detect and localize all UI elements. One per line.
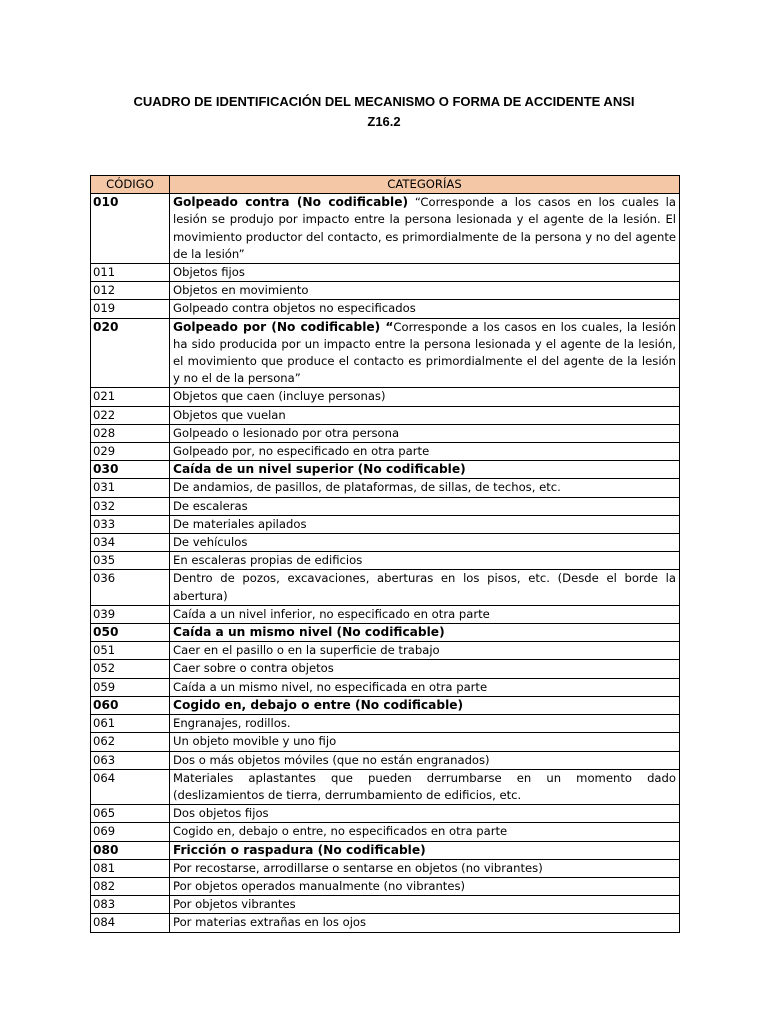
row-category <box>170 318 680 388</box>
row-category: Cogido en, debajo o entre (No codificable) <box>170 696 680 714</box>
row-code: 033 <box>91 515 170 533</box>
row-category <box>170 194 680 264</box>
row-code: 030 <box>91 461 170 479</box>
row-category: Materiales aplastantes que pueden derrumbarse en un momento dado (deslizamientos de tierra, derrumbamiento de edificios, etc. <box>170 769 680 804</box>
row-category: Engranajes, rodillos. <box>170 715 680 733</box>
row-code: 065 <box>91 805 170 823</box>
table-row <box>91 733 680 751</box>
row-category: Caer en el pasillo o en la superficie de trabajo <box>170 642 680 660</box>
table-row <box>91 570 680 605</box>
table-row <box>91 678 680 696</box>
row-code: 010 <box>91 194 170 264</box>
row-code: 032 <box>91 497 170 515</box>
row-category: Objetos en movimiento <box>170 282 680 300</box>
row-category: De andamios, de pasillos, de plataformas, de sillas, de techos, etc. <box>170 479 680 497</box>
table-row <box>91 877 680 895</box>
row-category-heading: Golpeado contra (No codificable) <box>173 195 409 210</box>
row-category: Por materias extrañas en los ojos <box>170 914 680 932</box>
table-row <box>91 841 680 859</box>
row-code: 081 <box>91 859 170 877</box>
row-category: Por objetos vibrantes <box>170 896 680 914</box>
table-row <box>91 660 680 678</box>
row-code: 029 <box>91 443 170 461</box>
header-code: CÓDIGO <box>91 176 170 194</box>
table-row <box>91 696 680 714</box>
table-body <box>91 194 680 932</box>
table-row <box>91 461 680 479</box>
table-row <box>91 715 680 733</box>
table-row <box>91 823 680 841</box>
row-code: 063 <box>91 751 170 769</box>
row-code: 060 <box>91 696 170 714</box>
row-code: 011 <box>91 264 170 282</box>
table-row <box>91 497 680 515</box>
row-code: 069 <box>91 823 170 841</box>
table-row <box>91 194 680 264</box>
row-code: 039 <box>91 605 170 623</box>
row-category-heading: Golpeado por (No codificable) “ <box>173 319 394 334</box>
table-row <box>91 479 680 497</box>
row-category: Cogido en, debajo o entre, no especificados en otra parte <box>170 823 680 841</box>
row-code: 019 <box>91 300 170 318</box>
row-code: 036 <box>91 570 170 605</box>
row-category: En escaleras propias de edificios <box>170 552 680 570</box>
table-row <box>91 859 680 877</box>
table-row <box>91 751 680 769</box>
table-row <box>91 642 680 660</box>
row-code: 035 <box>91 552 170 570</box>
row-category: Objetos que vuelan <box>170 406 680 424</box>
row-code: 082 <box>91 877 170 895</box>
header-category: CATEGORÍAS <box>170 176 680 194</box>
document-title <box>90 92 678 132</box>
table-row <box>91 896 680 914</box>
row-code: 064 <box>91 769 170 804</box>
row-code: 059 <box>91 678 170 696</box>
row-category: Por recostarse, arrodillarse o sentarse en objetos (no vibrantes) <box>170 859 680 877</box>
table-row <box>91 424 680 442</box>
row-category: Caída de un nivel superior (No codificable) <box>170 461 680 479</box>
row-code: 061 <box>91 715 170 733</box>
row-category: Dos objetos fijos <box>170 805 680 823</box>
row-code: 020 <box>91 318 170 388</box>
table-row <box>91 769 680 804</box>
row-category: Dentro de pozos, excavaciones, aberturas en los pisos, etc. (Desde el borde la abertura) <box>170 570 680 605</box>
row-code: 083 <box>91 896 170 914</box>
table-row <box>91 515 680 533</box>
row-category: Caer sobre o contra objetos <box>170 660 680 678</box>
table-row <box>91 264 680 282</box>
table-row <box>91 318 680 388</box>
row-category: De materiales apilados <box>170 515 680 533</box>
table-row <box>91 300 680 318</box>
row-code: 084 <box>91 914 170 932</box>
row-category: Caída a un nivel inferior, no especificado en otra parte <box>170 605 680 623</box>
row-category-description: “Corresponde a los casos en los cuales la lesión se produjo por impacto entre la persona lesionada y el agente de la lesión. El movimiento productor del contacto, es primordialmente de la persona y no del agente de la lesión” <box>173 195 676 261</box>
table-row <box>91 914 680 932</box>
row-code: 050 <box>91 624 170 642</box>
row-code: 080 <box>91 841 170 859</box>
row-code: 021 <box>91 388 170 406</box>
table-row <box>91 406 680 424</box>
row-code: 028 <box>91 424 170 442</box>
table-row <box>91 624 680 642</box>
row-category: Un objeto movible y uno fijo <box>170 733 680 751</box>
title-line-1: CUADRO DE IDENTIFICACIÓN DEL MECANISMO O FORMA DE ACCIDENTE ANSI <box>133 94 635 109</box>
row-category: De escaleras <box>170 497 680 515</box>
row-category: Dos o más objetos móviles (que no están engranados) <box>170 751 680 769</box>
row-code: 022 <box>91 406 170 424</box>
table-row <box>91 443 680 461</box>
row-category: Golpeado o lesionado por otra persona <box>170 424 680 442</box>
table-row <box>91 805 680 823</box>
row-code: 012 <box>91 282 170 300</box>
table-row <box>91 388 680 406</box>
row-category: Objetos fijos <box>170 264 680 282</box>
row-code: 062 <box>91 733 170 751</box>
row-code: 034 <box>91 534 170 552</box>
row-category: Por objetos operados manualmente (no vibrantes) <box>170 877 680 895</box>
title-line-2: Z16.2 <box>367 114 401 129</box>
table-row <box>91 552 680 570</box>
row-category: Caída a un mismo nivel (No codificable) <box>170 624 680 642</box>
row-category: De vehículos <box>170 534 680 552</box>
table-header-row <box>91 176 680 194</box>
row-code: 051 <box>91 642 170 660</box>
row-category: Golpeado por, no especificado en otra parte <box>170 443 680 461</box>
accident-mechanism-table <box>90 175 680 933</box>
row-category-description: Corresponde a los casos en los cuales, la lesión ha sido producida por un impacto entre la persona lesionada y el agente de la lesión, el movimiento que produce el contacto es primordialmente el del agente de la lesión y no el de la persona” <box>173 319 676 386</box>
table-row <box>91 605 680 623</box>
row-category: Caída a un mismo nivel, no especificada en otra parte <box>170 678 680 696</box>
row-code: 031 <box>91 479 170 497</box>
table-row <box>91 534 680 552</box>
row-category: Objetos que caen (incluye personas) <box>170 388 680 406</box>
row-code: 052 <box>91 660 170 678</box>
row-category: Golpeado contra objetos no especificados <box>170 300 680 318</box>
table-row <box>91 282 680 300</box>
row-category: Fricción o raspadura (No codificable) <box>170 841 680 859</box>
